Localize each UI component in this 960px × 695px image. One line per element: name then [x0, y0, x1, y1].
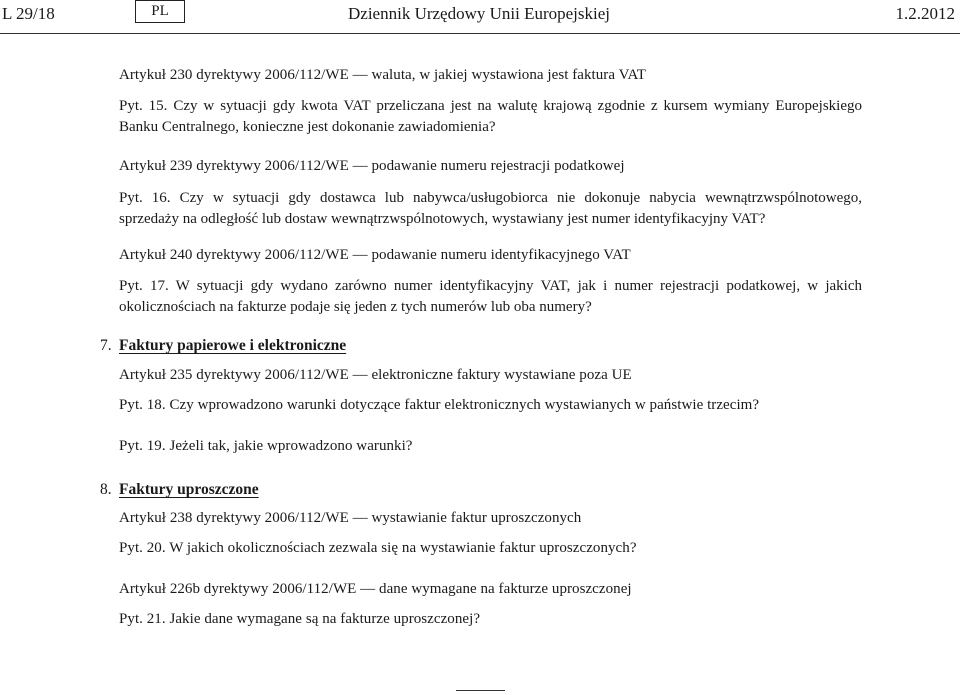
- question-17: Pyt. 17. W sytuacji gdy wydano zarówno numer identyfikacyjny VAT, jak i numer rejestracji podatkowej, w jakich okolicznościach na fakturze podaje się jeden z tych numerów lub oba numery?: [119, 278, 862, 315]
- question-16: Pyt. 16. Czy w sytuacji gdy dostawca lub nabywca/usługobiorca nie dokonuje nabycia wewnątrzwspólnotowego, sprzedaży na odległość lub dostaw wewnątrzwspólnotowych, wystawiany jest numer identyfikacyjny VAT?: [119, 190, 862, 227]
- article-230-heading: Artykuł 230 dyrektywy 2006/112/WE — waluta, w jakiej wystawiona jest faktura VAT: [119, 67, 646, 83]
- section-7-title: Faktury papierowe i elektroniczne: [119, 337, 347, 354]
- article-235-heading: Artykuł 235 dyrektywy 2006/112/WE — elektroniczne faktury wystawiane poza UE: [119, 367, 632, 383]
- page-header: [0, 0, 960, 30]
- article-226b-heading: Artykuł 226b dyrektywy 2006/112/WE — dane wymagane na fakturze uproszczonej: [119, 581, 632, 597]
- question-20: Pyt. 20. W jakich okolicznościach zezwala się na wystawianie faktur uproszczonych?: [119, 540, 637, 556]
- article-238-heading: Artykuł 238 dyrektywy 2006/112/WE — wystawianie faktur uproszczonych: [119, 510, 582, 526]
- footnote-divider: [456, 690, 505, 691]
- journal-title: Dziennik Urzędowy Unii Europejskiej: [348, 4, 611, 23]
- section-8-number: 8.: [100, 481, 112, 498]
- question-18: Pyt. 18. Czy wprowadzono warunki dotyczące faktur elektronicznych wystawianych w państwie trzecim?: [119, 397, 760, 413]
- question-19: Pyt. 19. Jeżeli tak, jakie wprowadzono warunki?: [119, 438, 413, 454]
- question-21: Pyt. 21. Jakie dane wymagane są na fakturze uproszczonej?: [119, 611, 481, 627]
- section-8-title: Faktury uproszczone: [119, 481, 259, 498]
- header-divider: [0, 33, 960, 34]
- article-239-heading: Artykuł 239 dyrektywy 2006/112/WE — podawanie numeru rejestracji podatkowej: [119, 158, 625, 174]
- question-15: Pyt. 15. Czy w sytuacji gdy kwota VAT przeliczana jest na walutę krajową zgodnie z kursem wymiany Europejskiego Banku Centralnego, konieczne jest dokonanie zawiadomienia?: [119, 98, 862, 135]
- article-240-heading: Artykuł 240 dyrektywy 2006/112/WE — podawanie numeru identyfikacyjnego VAT: [119, 247, 631, 263]
- page-reference: L 29/18: [2, 4, 55, 23]
- language-badge: PL: [135, 0, 185, 23]
- section-7-number: 7.: [100, 337, 112, 354]
- publication-date: 1.2.2012: [895, 4, 955, 23]
